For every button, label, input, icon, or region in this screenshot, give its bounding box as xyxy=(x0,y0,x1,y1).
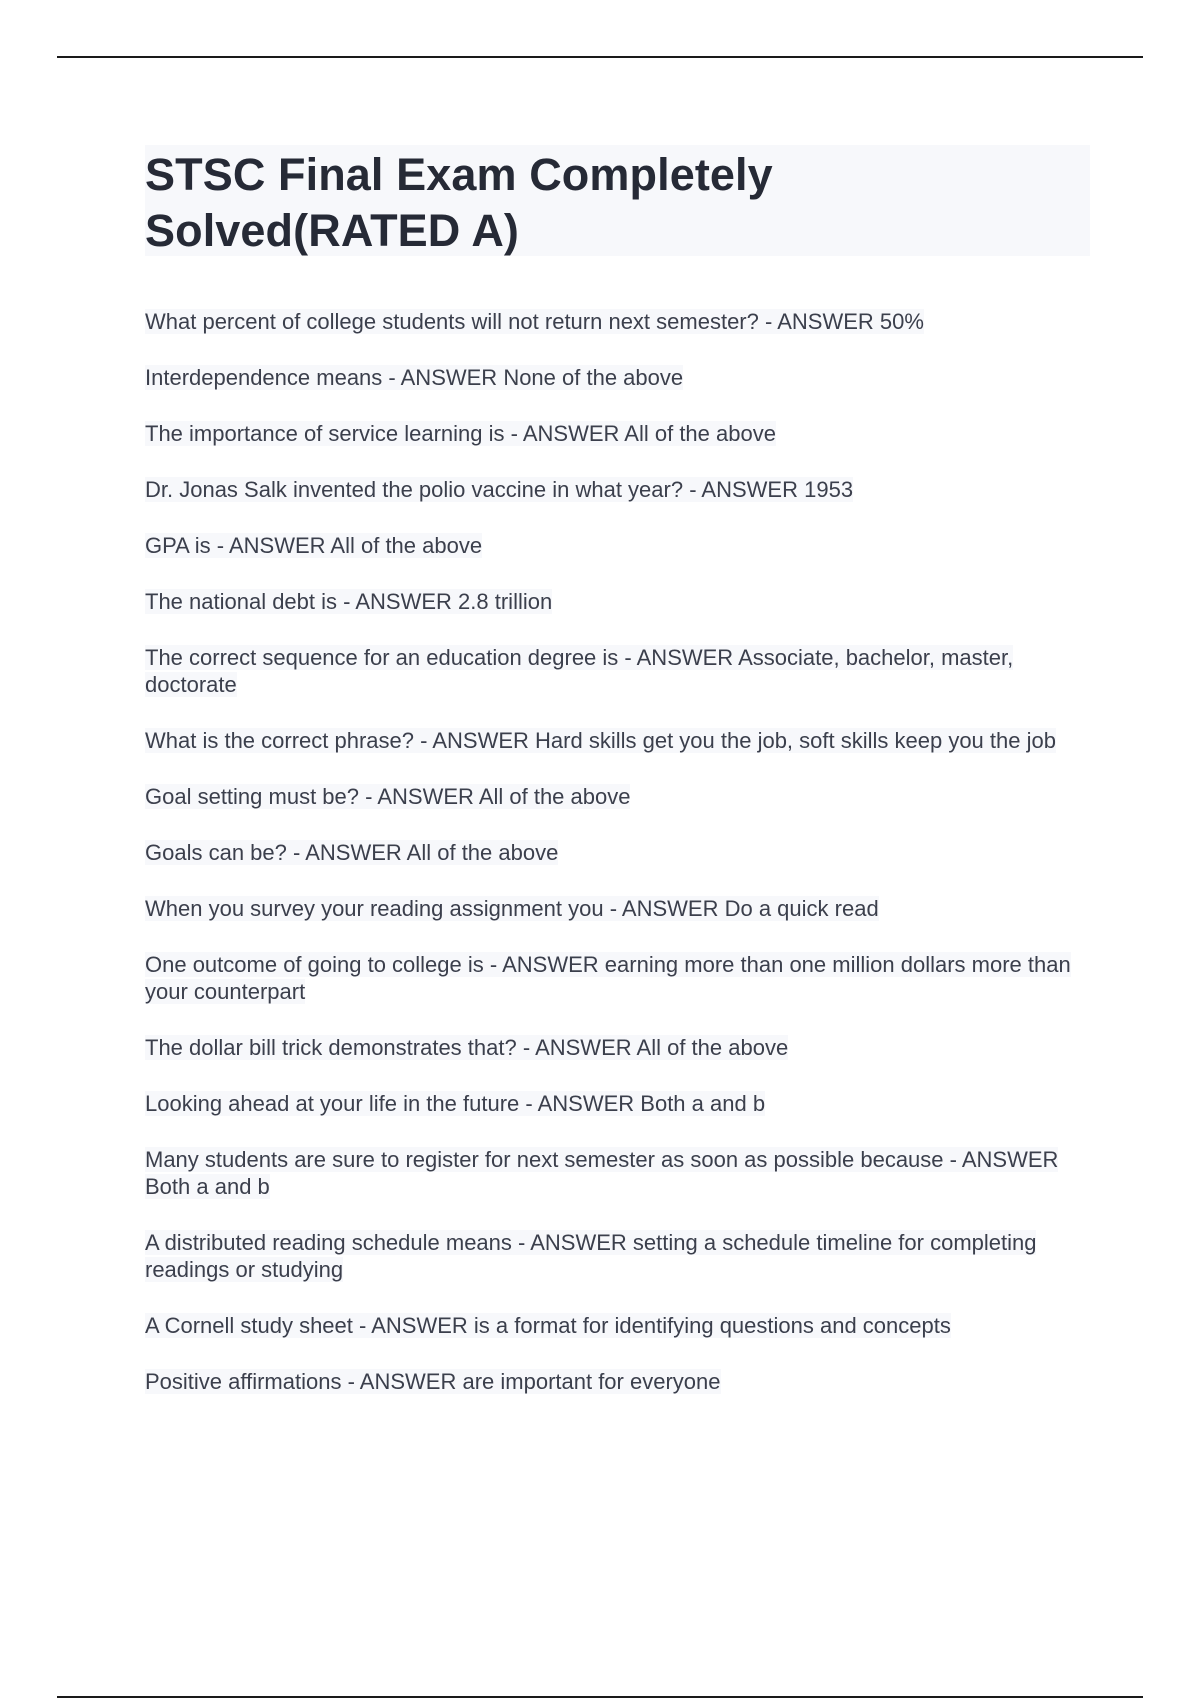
answer-text: Do a quick read xyxy=(724,896,879,921)
answer-text: earning more than one million dollars more than your counterpart xyxy=(145,952,1071,1004)
qa-item xyxy=(145,1368,1075,1395)
answer-text: is a format for identifying questions and concepts xyxy=(473,1313,951,1338)
answer-text: 2.8 trillion xyxy=(458,589,553,614)
qa-item xyxy=(145,420,1075,447)
answer-text: are important for everyone xyxy=(462,1369,721,1394)
qa-item xyxy=(145,783,1075,810)
answer-separator: - ANSWER xyxy=(519,1091,641,1116)
question-text: The dollar bill trick demonstrates that? xyxy=(145,1035,517,1060)
answer-separator: - ANSWER xyxy=(511,1230,633,1255)
bottom-rule xyxy=(57,1696,1143,1698)
qa-item xyxy=(145,364,1075,391)
question-text: The correct sequence for an education degree is xyxy=(145,645,619,670)
answer-text: None of the above xyxy=(503,365,684,390)
answer-text: Hard skills get you the job, soft skills keep you the job xyxy=(535,728,1056,753)
question-text: GPA is xyxy=(145,533,211,558)
answer-separator: - ANSWER xyxy=(758,309,880,334)
answer-text: All of the above xyxy=(636,1035,789,1060)
question-text: Looking ahead at your life in the future xyxy=(145,1091,520,1116)
answer-separator: - ANSWER xyxy=(382,365,504,390)
qa-item xyxy=(145,895,1075,922)
answer-separator: - ANSWER xyxy=(341,1369,463,1394)
answer-text: Associate, bachelor, master, doctorate xyxy=(145,645,1014,697)
answer-text: 1953 xyxy=(804,477,854,502)
answer-text: All of the above xyxy=(478,784,631,809)
question-text: A Cornell study sheet xyxy=(145,1313,353,1338)
qa-list xyxy=(145,308,1090,1395)
qa-item xyxy=(145,951,1075,1005)
qa-item xyxy=(145,476,1075,503)
answer-text: setting a schedule timeline for completing readings or studying xyxy=(145,1230,1037,1282)
question-text: Goal setting must be? xyxy=(145,784,360,809)
answer-separator: - ANSWER xyxy=(504,421,625,446)
qa-item xyxy=(145,1146,1075,1200)
answer-separator: - ANSWER xyxy=(359,784,479,809)
answer-text: All of the above xyxy=(624,421,776,446)
document-title: STSC Final Exam Completely Solved(RATED A) xyxy=(145,149,773,256)
question-text: Goals can be? xyxy=(145,840,287,865)
title-block xyxy=(145,145,1090,256)
qa-item xyxy=(145,727,1075,754)
qa-item xyxy=(145,588,1075,615)
question-text: One outcome of going to college is xyxy=(145,952,484,977)
answer-text: All of the above xyxy=(330,533,483,558)
qa-item xyxy=(145,532,1075,559)
question-text: What percent of college students will not return next semester? xyxy=(145,309,759,334)
answer-separator: - ANSWER xyxy=(603,896,725,921)
qa-item xyxy=(145,1090,1075,1117)
qa-item xyxy=(145,1229,1075,1283)
answer-separator: - ANSWER xyxy=(683,477,805,502)
answer-separator: - ANSWER xyxy=(483,952,605,977)
qa-item xyxy=(145,644,1075,698)
answer-text: All of the above xyxy=(406,840,559,865)
question-text: When you survey your reading assignment you xyxy=(145,896,604,921)
qa-item xyxy=(145,308,1075,335)
answer-text: Both a and b xyxy=(640,1091,766,1116)
top-rule xyxy=(57,56,1143,58)
answer-separator: - ANSWER xyxy=(352,1313,474,1338)
question-text: What is the correct phrase? xyxy=(145,728,415,753)
document-content xyxy=(145,145,1090,1424)
question-text: Positive affirmations xyxy=(145,1369,342,1394)
answer-separator: - ANSWER xyxy=(286,840,407,865)
answer-text: 50% xyxy=(879,309,924,334)
answer-separator: - ANSWER xyxy=(414,728,536,753)
qa-item xyxy=(145,839,1075,866)
answer-separator: - ANSWER xyxy=(943,1147,1059,1172)
answer-separator: - ANSWER xyxy=(210,533,331,558)
question-text: The importance of service learning is xyxy=(145,421,505,446)
answer-separator: - ANSWER xyxy=(337,589,459,614)
answer-separator: - ANSWER xyxy=(618,645,739,670)
qa-item xyxy=(145,1312,1075,1339)
question-text: Dr. Jonas Salk invented the polio vaccine in what year? xyxy=(145,477,684,502)
qa-item xyxy=(145,1034,1075,1061)
answer-separator: - ANSWER xyxy=(516,1035,637,1060)
answer-text: Both a and b xyxy=(145,1174,270,1199)
question-text: The national debt is xyxy=(145,589,338,614)
question-text: Interdependence means xyxy=(145,365,383,390)
question-text: Many students are sure to register for next semester as soon as possible because xyxy=(145,1147,944,1172)
question-text: A distributed reading schedule means xyxy=(145,1230,512,1255)
